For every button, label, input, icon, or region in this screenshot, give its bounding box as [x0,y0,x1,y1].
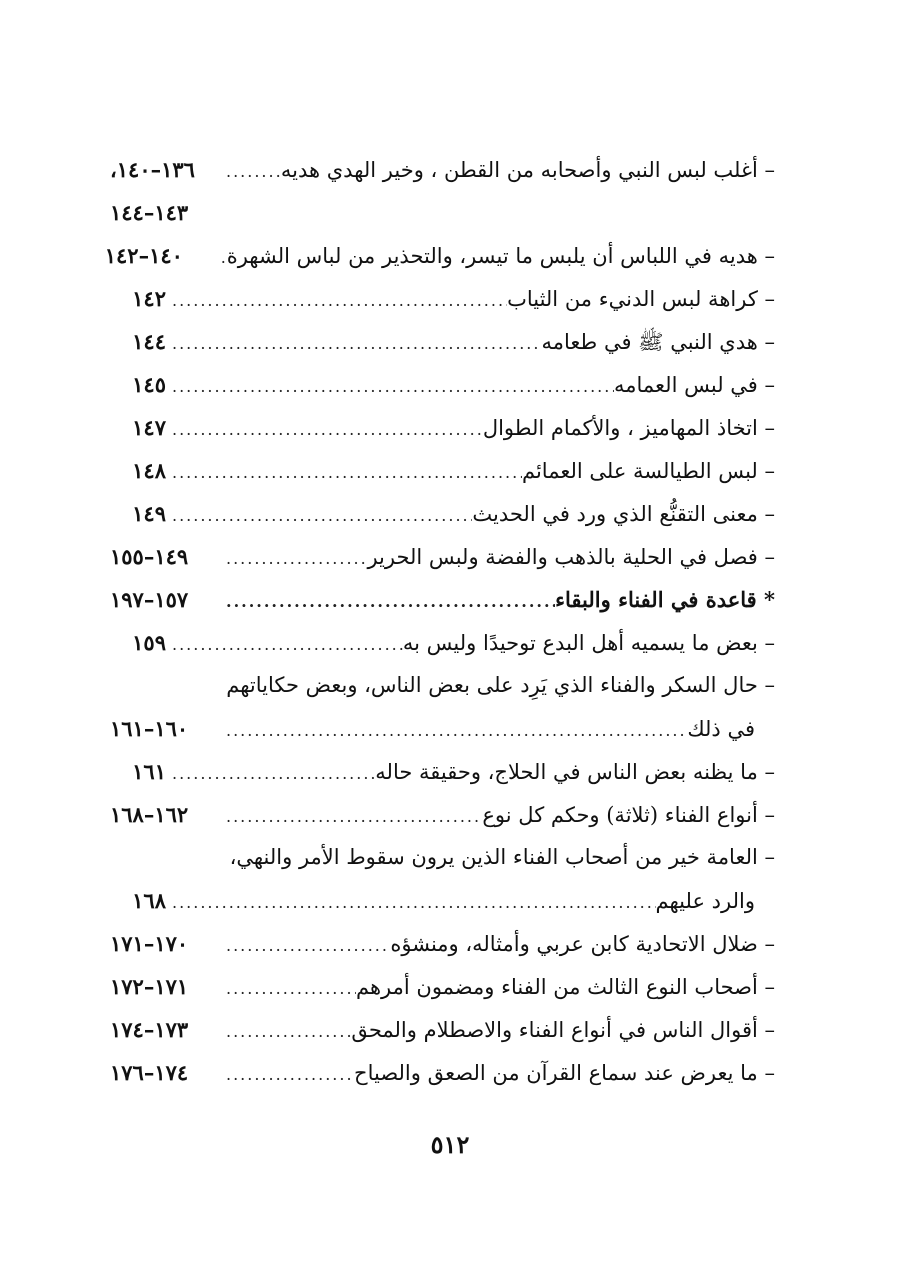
toc-entry [110,965,775,1008]
toc-entry-title: – أصحاب النوع الثالث من الفناء ومضمون أمرهم [356,975,775,999]
toc-entry-pages: ١٤٧ [132,415,166,440]
toc-entry [110,363,775,406]
toc-leader-dots [166,408,483,451]
toc-entry [110,406,775,449]
toc-leader-dots [220,1010,351,1053]
toc-entry-title: – لبس الطيالسة على العمائم [521,459,775,483]
toc-entry-pages: ١٤٢ [132,286,166,311]
toc-entry-title: – ما يعرض عند سماع القرآن من الصعق والصياح [354,1061,775,1085]
toc-leader-dots [220,150,281,193]
toc-entry-pages: ١٧١–١٧٢ [110,974,189,999]
toc-entry [110,1051,775,1094]
toc-leader-dots [215,236,227,279]
toc-entry [110,191,775,234]
toc-entry [110,148,775,191]
toc-entry [110,922,775,965]
toc-entry-continuation [110,707,775,750]
toc-entry [110,664,775,707]
toc-entry-pages: ١٦١ [132,759,166,784]
toc-entry-pages: ١٤٣–١٤٤ [110,200,189,225]
toc-section-heading [110,578,775,621]
table-of-contents [104,148,775,1094]
toc-entry-title: – العامة خير من أصحاب الفناء الذين يرون سقوط الأمر والنهي، [229,845,775,869]
toc-leader-dots [220,795,482,838]
toc-entry-title: – كراهة لبس الدنيء من الثياب [507,287,775,311]
toc-entry [110,320,775,363]
toc-entry-continuation [110,879,775,922]
toc-leader-dots [166,322,542,365]
toc-leader-dots [220,580,555,623]
toc-leader-dots [220,709,687,752]
toc-entry-title: – معنى التقنُّع الذي ورد في الحديث [472,502,775,526]
toc-entry-pages: ١٧٠–١٧١ [110,931,189,956]
toc-entry-title: – أغلب لبس النبي وأصحابه من القطن ، وخير الهدي هديه [280,158,775,182]
toc-entry [110,836,775,879]
toc-entry [110,1008,775,1051]
toc-entry [110,750,775,793]
toc-entry-title: – هديه في اللباس أن يلبس ما تيسر، والتحذير من لباس الشهرة [226,244,775,268]
toc-entry-title: – ما يظنه بعض الناس في الحلاج، وحقيقة حاله [375,760,775,784]
toc-entry-pages: ١٤٩–١٥٥ [110,544,189,569]
toc-entry-pages: ١٦٢–١٦٨ [110,802,189,827]
toc-leader-dots [166,752,375,795]
toc-entry [110,277,775,320]
toc-entry-pages: ١٤٠–١٤٢ [104,243,183,268]
toc-leader-dots [166,365,614,408]
toc-entry-title: في ذلك [687,717,755,741]
toc-entry-title: – أقوال الناس في أنواع الفناء والاصطلام والمحق [351,1018,775,1042]
toc-entry-title: – ضلال الاتحادية كابن عربي وأمثاله، ومنشؤه [390,932,775,956]
toc-entry-pages: ١٤٨ [132,458,166,483]
toc-entry-pages: ١٧٤–١٧٦ [110,1060,189,1085]
toc-entry-title: – حال السكر والفناء الذي يَرِد على بعض الناس، وبعض حكاياتهم [226,673,775,697]
toc-entry-title: – بعض ما يسميه أهل البدع توحيدًا وليس به [402,631,775,655]
toc-entry-title: – في لبس العمامه [614,373,775,397]
toc-leader-dots [166,881,656,924]
toc-entry-title: – فصل في الحلية بالذهب والفضة ولبس الحرير [367,545,775,569]
toc-entry [110,793,775,836]
toc-entry-pages: ١٣٦–١٤٠، [110,157,195,182]
toc-entry-title: – هدي النبي ﷺ في طعامه [541,330,775,354]
page-number: ٥١٢ [430,1130,470,1159]
toc-leader-dots [166,623,403,666]
toc-entry-pages: ١٧٣–١٧٤ [110,1017,189,1042]
toc-leader-dots [220,967,356,1010]
toc-entry [110,449,775,492]
toc-entry-pages: ١٤٩ [132,501,166,526]
toc-leader-dots [220,924,390,967]
toc-entry-pages: ١٥٩ [132,630,166,655]
toc-entry [110,492,775,535]
toc-entry-pages: ١٤٤ [132,329,166,354]
toc-entry-pages: ١٥٧–١٩٧ [110,587,189,612]
toc-entry-title: والرد عليهم [655,889,755,913]
toc-entry-title: – أنواع الفناء (ثلاثة) وحكم كل نوع [482,803,775,827]
toc-entry [110,621,775,664]
toc-leader-dots [166,451,522,494]
toc-leader-dots [220,537,367,580]
toc-leader-dots [220,1053,354,1096]
toc-entry [104,234,775,277]
toc-entry-pages: ١٦٠–١٦١ [110,716,189,741]
toc-entry-title: * قاعدة في الفناء والبقاء [555,587,775,612]
toc-entry [110,535,775,578]
toc-entry-pages: ١٦٨ [132,888,166,913]
toc-leader-dots [166,494,472,537]
toc-leader-dots [166,279,507,322]
toc-entry-pages: ١٤٥ [132,372,166,397]
toc-entry-title: – اتخاذ المهاميز ، والأكمام الطوال [482,416,775,440]
